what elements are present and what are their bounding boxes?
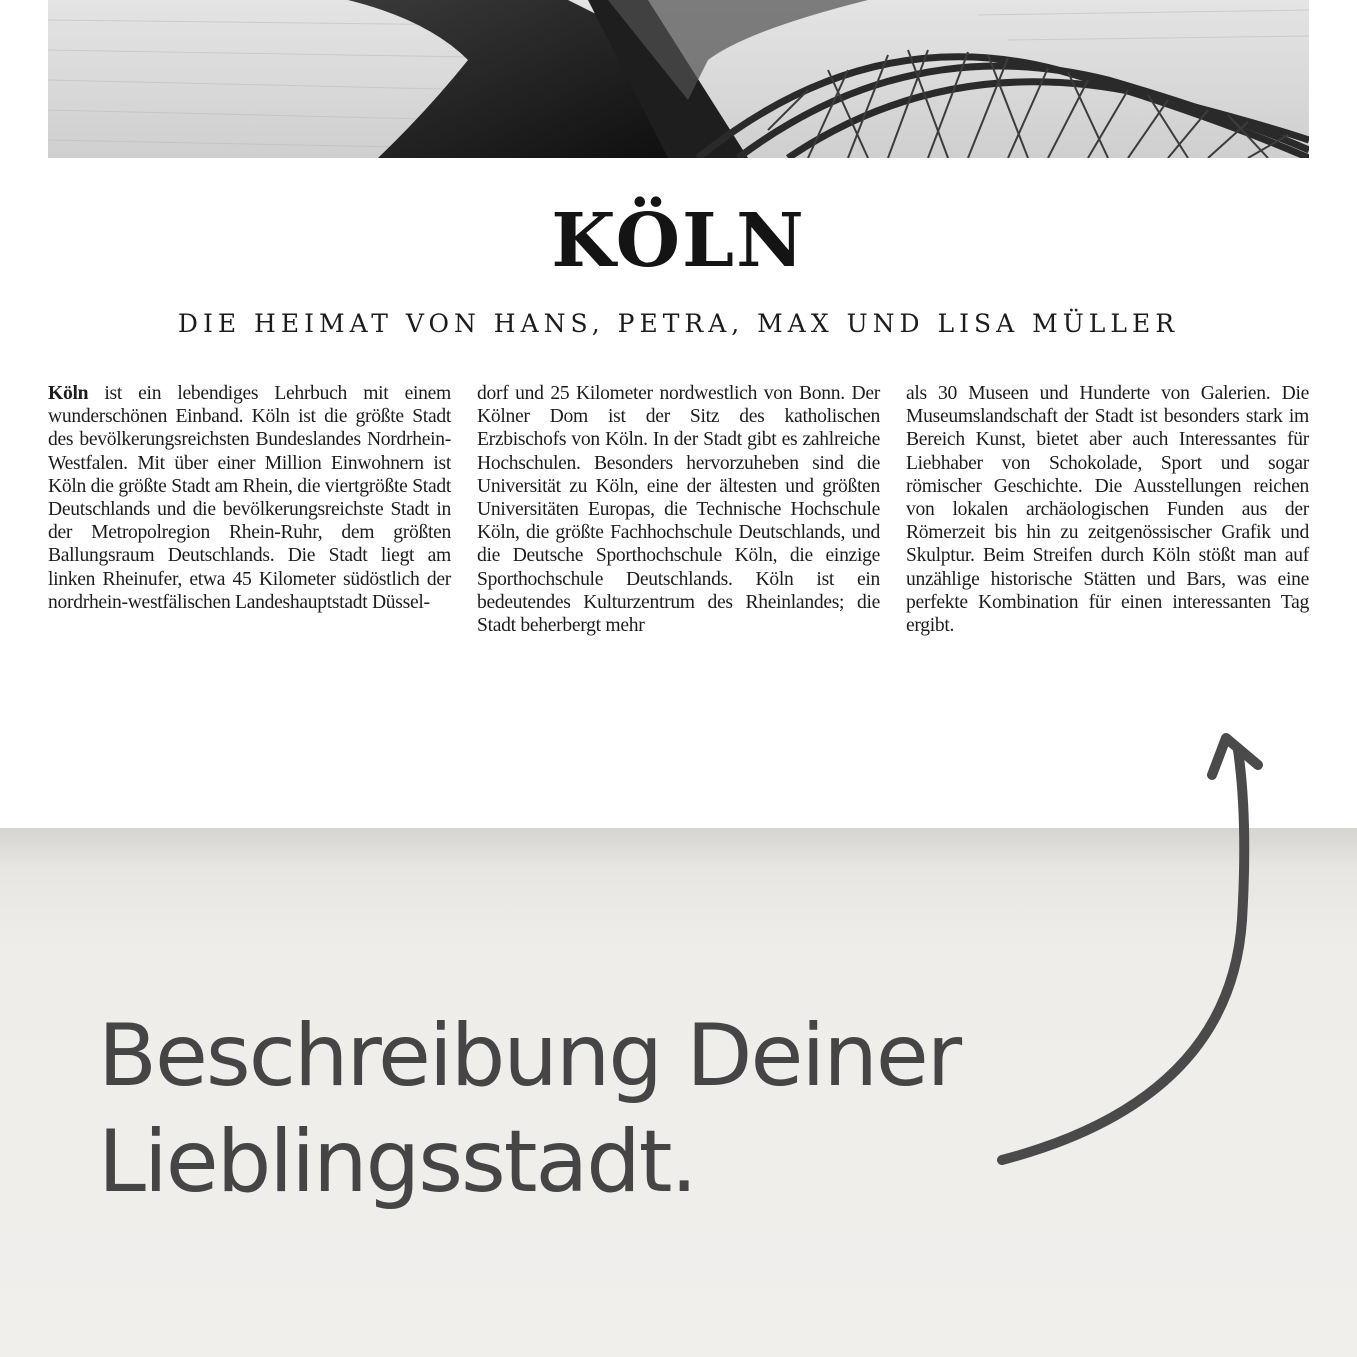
text-column-2: [477, 382, 880, 637]
page-subtitle: DIE HEIMAT VON HANS, PETRA, MAX UND LISA MÜLLER: [177, 309, 1180, 338]
promo-headline-line-1: Beschreibung Deiner: [98, 1006, 961, 1106]
bridge-photo-graphic: [48, 0, 1309, 158]
promo-headline-line-2: Lieblingsstadt.: [98, 1112, 696, 1212]
column-1-text: ist ein lebendiges Lehrbuch mit einem wunderschönen Einband. Köln ist die größte Stadt des bevölkerungsreichsten Bundeslandes Nordrhein-Westfalen. Mit über einer Million Einwohnern ist Köln die größte Stadt am Rhein, die viertgrößte Stadt Deutschlands und die bevölkerungsreichste Stadt in der Metropolregion Rhein-Ruhr, dem größten Ballungsraum Deutschlands. Die Stadt liegt am linken Rheinufer, etwa 45 Kilometer südöstlich der nordrhein-westfälischen Landeshauptstadt Düssel-: [48, 383, 451, 613]
page-title: KÖLN: [551, 198, 806, 284]
curved-arrow-up-icon: [980, 720, 1280, 1180]
column-3-text: als 30 Museen und Hunderte von Galerien. Die Museumslandschaft der Stadt ist besonders stark im Bereich Kunst, bietet aber auch Interessantes für Liebhaber von Schokolade, Sport und sogar römischer Geschichte. Die Ausstellungen reichen von lokalen archäologischen Funden aus der Römerzeit bis hin zu zeitgenössischer Grafik und Skulptur. Beim Streifen durch Köln stößt man auf unzählige historische Stätten und Bars, was eine perfekte Kombination für einen interessanten Tag ergibt.: [906, 383, 1309, 637]
text-column-1: [48, 382, 451, 614]
column-2-text: dorf und 25 Kilometer nordwestlich von Bonn. Der Kölner Dom ist der Sitz des katholischen Erzbischofs von Köln. In der Stadt gibt es zahlreiche Hochschulen. Besonders hervorzuheben sind die Universität zu Köln, eine der ältesten und größten Universitäten Europas, die Technische Hochschule Köln, die größte Fachhochschule Deutschlands, und die Deutsche Sporthochschule Köln, die einzige Sporthochschule Deutschlands. Köln ist ein bedeutendes Kulturzentrum des Rheinlandes; die Stadt beherbergt mehr: [477, 383, 880, 637]
bridge-photo: [48, 0, 1309, 158]
promo-headline: [98, 1003, 998, 1215]
text-column-3: [906, 382, 1309, 637]
lead-word: Köln: [48, 383, 89, 404]
